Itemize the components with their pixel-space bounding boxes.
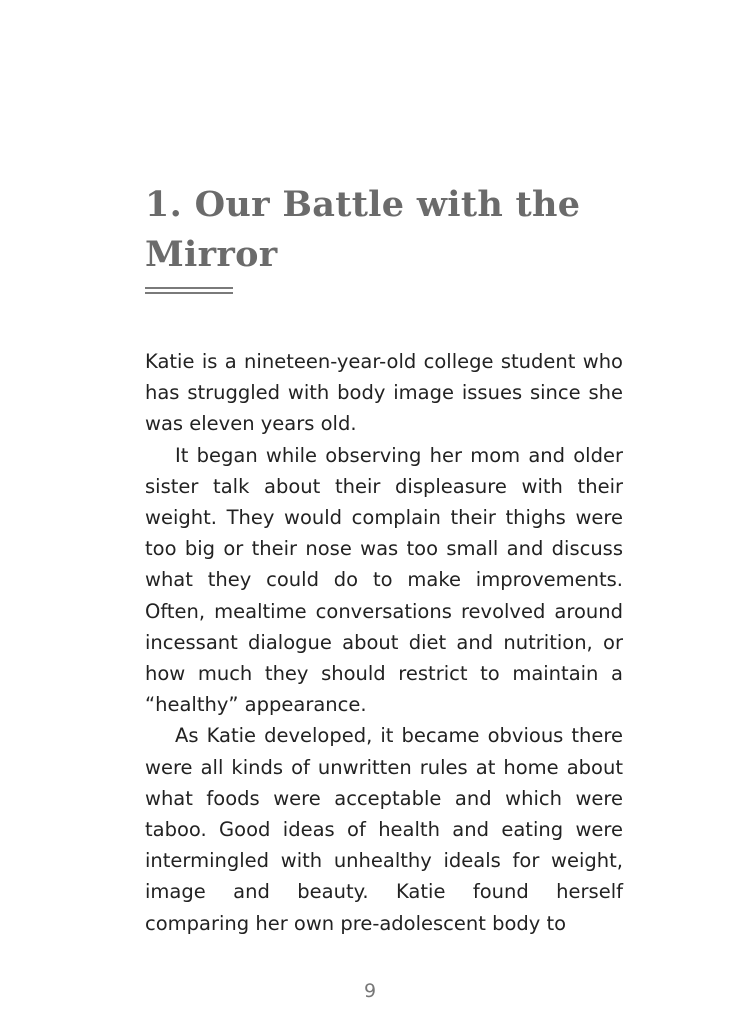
title-underline-bottom — [145, 292, 233, 294]
chapter-title: 1. Our Battle with the Mirror — [145, 184, 581, 275]
page-number: 9 — [363, 980, 377, 1002]
title-underline-top — [145, 287, 233, 289]
paragraph-3: As Katie developed, it became obvious there were all kinds of unwritten rules at home about what foods were acceptable and which were taboo. Good ideas of health and eating were intermingled with unhealthy ideals for weight, image and beauty. Katie found herself comparing her own pre-adolescent body to — [145, 724, 623, 935]
paragraph-2: It began while observing her mom and older sister talk about their displeasure with their weight. They would complain their thighs were too big or their nose was too small and discuss what they could do to make improvements. Often, mealtime conversations revolved around incessant dialogue about diet and nutrition, or how much they should restrict to maintain a “healthy” appearance. — [145, 443, 623, 717]
body-text — [145, 346, 623, 939]
paragraph-1: Katie is a nineteen-year-old college student who has struggled with body image issues since she was eleven years old. — [145, 350, 623, 436]
